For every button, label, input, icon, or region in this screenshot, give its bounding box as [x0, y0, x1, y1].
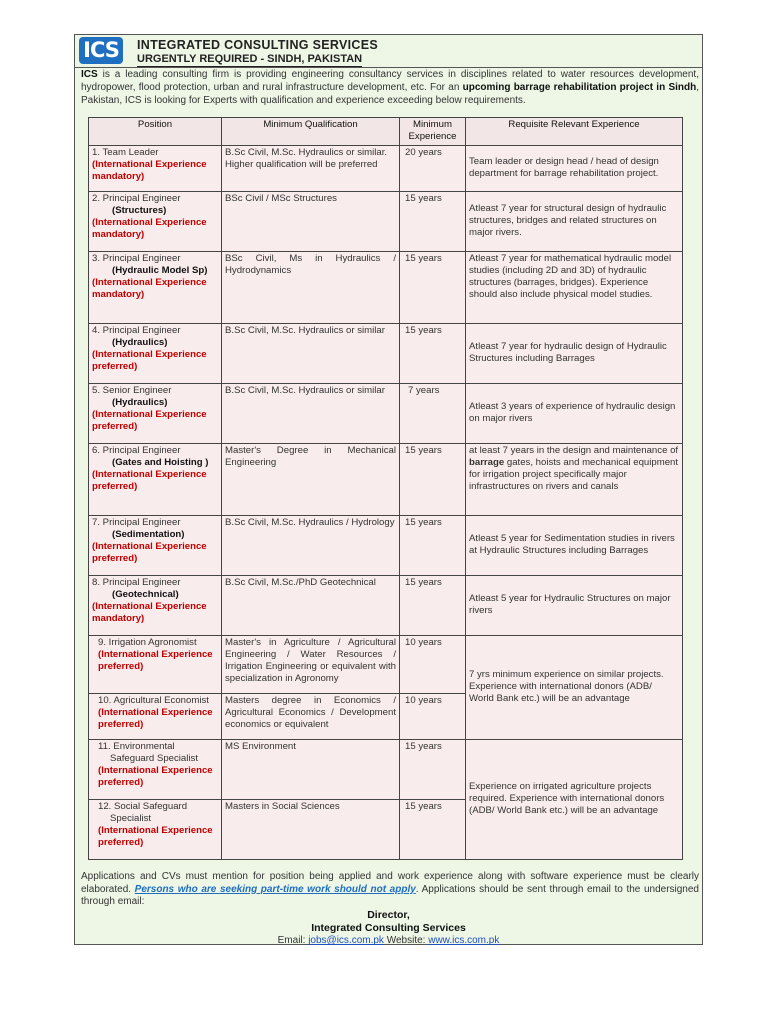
position-cell: 11. Environmental Safeguard Specialist (International Experience preferred) — [89, 739, 222, 799]
qualification-cell: B.Sc Civil, M.Sc. Hydraulics or similar — [222, 383, 400, 443]
experience-cell: 15 years — [400, 251, 466, 323]
position-cell: 12. Social Safeguard Specialist (International Experience preferred) — [89, 799, 222, 859]
signatory-org: Integrated Consulting Services — [311, 922, 466, 934]
relevant-experience-cell: Atleast 3 years of experience of hydraulic design on major rivers — [466, 383, 683, 443]
position-cell: 4. Principal Engineer (Hydraulics) (International Experience preferred) — [89, 323, 222, 383]
experience-cell: 15 years — [400, 323, 466, 383]
intro-company: ICS — [81, 69, 98, 80]
position-cell: 10. Agricultural Economist (International Experience preferred) — [89, 693, 222, 739]
table-row — [89, 251, 683, 323]
qualification-cell: B.Sc Civil, M.Sc. Hydraulics or similar — [222, 323, 400, 383]
part-time-warning: Persons who are seeking part-time work should not apply — [134, 883, 416, 895]
qualification-cell: B.Sc Civil, M.Sc. Hydraulics or similar. Higher qualification will be preferred — [222, 145, 400, 191]
relevant-experience-cell: Experience on irrigated agriculture projects required. Experience with international donors (ADB/ World Bank etc.) will be an advantage — [466, 739, 683, 859]
experience-cell: 15 years — [400, 191, 466, 251]
relevant-experience-cell: 7 yrs minimum experience on similar projects. Experience with international donors (ADB/ World Bank etc.) will be an advantage — [466, 635, 683, 739]
position-cell: 9. Irrigation Agronomist (International Experience preferred) — [89, 635, 222, 693]
job-advertisement — [74, 34, 703, 945]
ics-logo: ICS — [79, 37, 123, 64]
header-qualification: Minimum Qualification — [222, 118, 400, 146]
qualification-cell: Master's in Agriculture / Agricultural Engineering / Water Resources / Irrigation Engineering or equivalent with specialization in Agronomy — [222, 635, 400, 693]
position-cell: 7. Principal Engineer (Sedimentation) (International Experience preferred) — [89, 515, 222, 575]
relevant-experience-cell: Atleast 7 year for hydraulic design of Hydraulic Structures including Barrages — [466, 323, 683, 383]
relevant-experience-cell: Atleast 7 year for mathematical hydraulic model studies (including 2D and 3D) of hydraulic structures (barrages, bridges). Experience should also include physical model studies. — [466, 251, 683, 323]
ad-subtitle: URGENTLY REQUIRED - SINDH, PAKISTAN — [137, 53, 363, 65]
table-row — [89, 739, 683, 799]
relevant-experience-cell: at least 7 years in the design and maintenance of barrage gates, hoists and mechanical equipment for irrigation project specifically major infrastructures on rivers and canals — [466, 443, 683, 515]
qualification-cell: BSc Civil / MSc Structures — [222, 191, 400, 251]
contact-line — [75, 935, 702, 946]
qualification-cell: MS Environment — [222, 739, 400, 799]
experience-cell: 20 years — [400, 145, 466, 191]
website-label: Website: — [383, 935, 429, 946]
table-row — [89, 575, 683, 635]
company-title: INTEGRATED CONSULTING SERVICES — [137, 38, 378, 52]
experience-cell: 15 years — [400, 515, 466, 575]
email-link[interactable]: jobs@ics.com.pk — [308, 935, 384, 946]
experience-cell: 7 years — [400, 383, 466, 443]
qualification-cell: Master's Degree in Mechanical Engineering — [222, 443, 400, 515]
position-cell: 6. Principal Engineer (Gates and Hoisting ) (International Experience preferred) — [89, 443, 222, 515]
relevant-experience-cell: Atleast 7 year for structural design of hydraulic structures, bridges and related structures on major rivers. — [466, 191, 683, 251]
experience-cell: 10 years — [400, 635, 466, 693]
position-cell: 5. Senior Engineer (Hydraulics) (International Experience preferred) — [89, 383, 222, 443]
table-row — [89, 383, 683, 443]
positions-table — [88, 117, 683, 860]
table-row — [89, 191, 683, 251]
table-row — [89, 635, 683, 693]
signatory-title: Director, — [367, 909, 410, 921]
email-label: Email: — [277, 935, 309, 946]
position-cell: 3. Principal Engineer (Hydraulic Model Sp) (International Experience mandatory) — [89, 251, 222, 323]
intro-text-2: , Pakistan, ICS is looking for Experts with qualification and experience exceeding below requirements. — [81, 81, 699, 106]
header-divider — [75, 67, 702, 68]
qualification-cell: B.Sc Civil, M.Sc. Hydraulics / Hydrology — [222, 515, 400, 575]
footer-text-2: . Applications should be sent through email to the undersigned through email: — [81, 883, 699, 908]
table-row — [89, 515, 683, 575]
relevant-experience-cell: Atleast 5 year for Sedimentation studies in rivers at Hydraulic Structures including Barrages — [466, 515, 683, 575]
qualification-cell: B.Sc Civil, M.Sc./PhD Geotechnical — [222, 575, 400, 635]
table-header-row — [89, 118, 683, 146]
header-position: Position — [89, 118, 222, 146]
intro-text-1: is a leading consulting firm is providing engineering consultancy services in disciplines related to water resources development, hydropower, flood protection, urban and rural infrastructure development, etc. For an — [81, 69, 699, 93]
header — [75, 35, 702, 67]
relevant-experience-cell: Atleast 5 year for Hydraulic Structures on major rivers — [466, 575, 683, 635]
header-experience: Minimum Experience — [400, 118, 466, 146]
application-instructions — [81, 871, 699, 909]
experience-cell: 10 years — [400, 693, 466, 739]
experience-cell: 15 years — [400, 739, 466, 799]
intro-paragraph — [81, 69, 699, 107]
table-row — [89, 443, 683, 515]
qualification-cell: Masters degree in Economics / Agricultural Economics / Development economics or equivalent — [222, 693, 400, 739]
qualification-cell: BSc Civil, Ms in Hydraulics / Hydrodynamics — [222, 251, 400, 323]
header-relevant-experience: Requisite Relevant Experience — [466, 118, 683, 146]
position-cell: 1. Team Leader (International Experience mandatory) — [89, 145, 222, 191]
experience-cell: 15 years — [400, 575, 466, 635]
position-cell: 2. Principal Engineer (Structures) (International Experience mandatory) — [89, 191, 222, 251]
position-cell: 8. Principal Engineer (Geotechnical) (International Experience mandatory) — [89, 575, 222, 635]
experience-cell: 15 years — [400, 443, 466, 515]
website-link[interactable]: www.ics.com.pk — [428, 935, 500, 946]
footer-text-1: Applications and CVs must mention for position being applied and work experience along with software experience must be clearly elaborated. — [81, 871, 699, 895]
intro-highlight: upcoming barrage rehabilitation project in Sindh — [462, 81, 697, 93]
experience-cell: 15 years — [400, 799, 466, 859]
table-row — [89, 323, 683, 383]
relevant-experience-cell: Team leader or design head / head of design department for barrage rehabilitation project. — [466, 145, 683, 191]
table-row — [89, 145, 683, 191]
qualification-cell: Masters in Social Sciences — [222, 799, 400, 859]
